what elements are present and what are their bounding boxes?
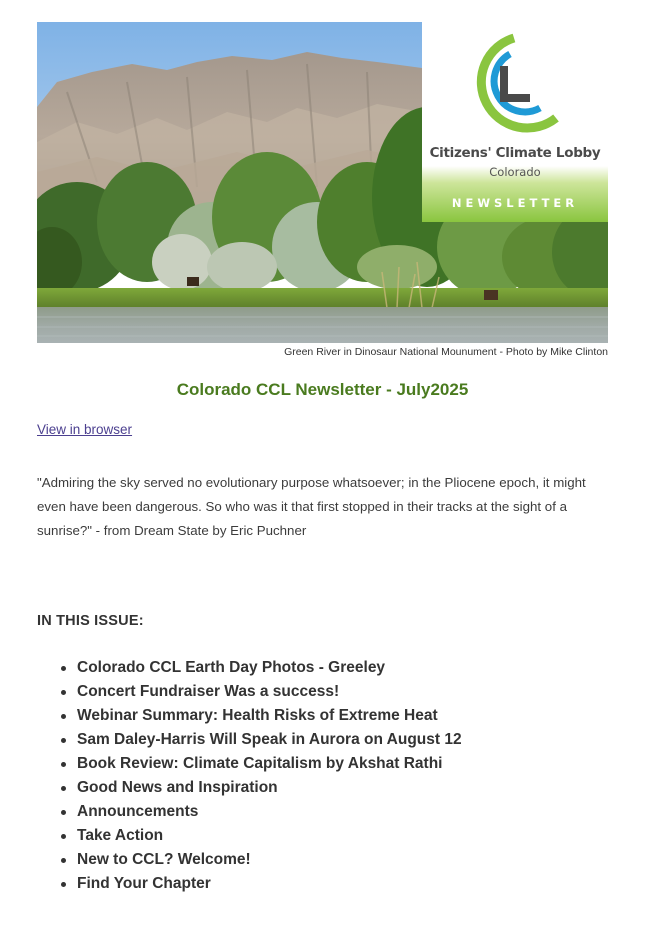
toc-item[interactable] — [77, 800, 608, 824]
bullet-icon — [61, 738, 66, 743]
toc-item-label: Good News and Inspiration — [77, 779, 278, 796]
logo-region: Colorado — [489, 165, 541, 179]
toc-item[interactable] — [77, 872, 608, 896]
bullet-icon — [61, 786, 66, 791]
logo-org-name: Citizens' Climate Lobby — [429, 145, 601, 161]
toc-item[interactable] — [77, 848, 608, 872]
toc-item[interactable] — [77, 704, 608, 728]
toc-item-label: Colorado CCL Earth Day Photos - Greeley — [77, 659, 386, 676]
bullet-icon — [61, 834, 66, 839]
bullet-icon — [61, 666, 66, 671]
toc-item-label: New to CCL? Welcome! — [77, 851, 251, 868]
opening-quote: "Admiring the sky served no evolutionary purpose whatsoever; in the Pliocene epoch, it might even have been dangerous. So who was it that first stopped in their tracks at the sight of a sunrise?" - from Dream State by Eric Puchner — [37, 475, 586, 538]
newsletter-title: Colorado CCL Newsletter - July2025 — [176, 380, 469, 399]
toc-item[interactable] — [77, 776, 608, 800]
toc-item-label: Sam Daley-Harris Will Speak in Aurora on August 12 — [77, 731, 462, 748]
logo-newsletter-label: NEWSLETTER — [451, 196, 579, 210]
bullet-icon — [61, 858, 66, 863]
bullet-icon — [61, 714, 66, 719]
toc-item-label: Concert Fundraiser Was a success! — [77, 683, 340, 700]
toc-item[interactable] — [77, 656, 608, 680]
toc-item-label: Find Your Chapter — [77, 875, 211, 892]
toc-item[interactable] — [77, 680, 608, 704]
toc-item[interactable] — [77, 824, 608, 848]
view-in-browser-link[interactable]: View in browser — [37, 422, 133, 437]
ccl-logo — [422, 22, 608, 222]
toc-item[interactable] — [77, 752, 608, 776]
bullet-icon — [61, 762, 66, 767]
toc-item-label: Take Action — [77, 827, 164, 844]
ccl-logo-mark-icon — [452, 32, 564, 136]
toc-item-label: Webinar Summary: Health Risks of Extreme Heat — [77, 707, 438, 724]
bullet-icon — [61, 882, 66, 887]
bullet-icon — [61, 810, 66, 815]
in-this-issue-heading: IN THIS ISSUE: — [37, 613, 144, 629]
bullet-icon — [61, 690, 66, 695]
toc-item-label: Announcements — [77, 803, 199, 820]
table-of-contents — [37, 656, 608, 896]
photo-caption: Green River in Dinosaur National Mounument - Photo by Mike Clinton — [284, 346, 608, 358]
toc-item-label: Book Review: Climate Capitalism by Akshat Rathi — [77, 755, 443, 772]
hero-banner — [37, 22, 608, 343]
newsletter-page — [37, 22, 608, 896]
toc-item[interactable] — [77, 728, 608, 752]
